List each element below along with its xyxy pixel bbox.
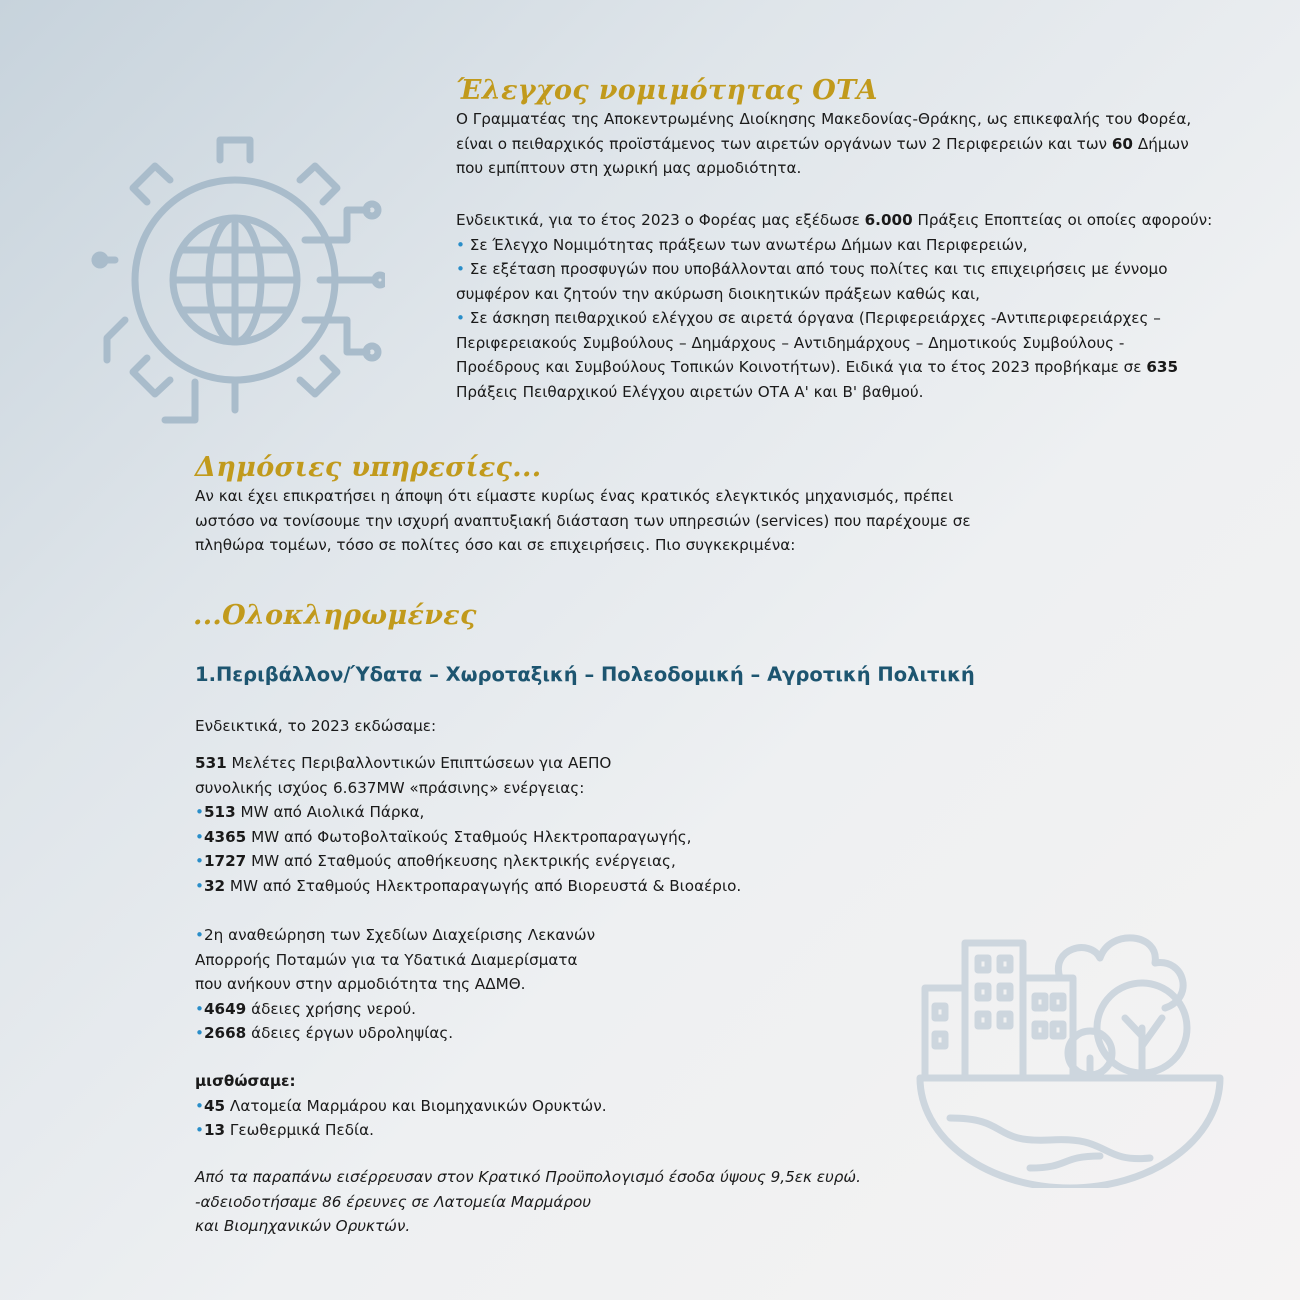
energy-item: •4365 MW από Φωτοβολταϊκούς Σταθμούς Ηλεκτροπαραγωγής, (195, 827, 692, 846)
ota-line-3: που εμπίπτουν στη χωρική μας αρμοδιότητα. (456, 159, 802, 177)
ota-line-1: Ο Γραμματέας της Αποκεντρωμένης Διοίκησης Μακεδονίας-Θράκης, ως επικεφαλής του Φορέα, (456, 110, 1192, 128)
energy-item: •32 MW από Σταθμούς Ηλεκτροπαραγωγής από Βιορευστά & Βιοαέριο. (195, 876, 742, 895)
ota-bullet-3b: Περιφερειακούς Συμβούλους – Δημάρχους – Αντιδημάρχους – Δημοτικούς Συμβούλους - (456, 333, 1125, 352)
ota-paragraph-2 (456, 208, 1212, 404)
ota-bullet-3a: • Σε άσκηση πειθαρχικού ελέγχου σε αιρετά όργανα (Περιφερειάρχες -Αντιπεριφερειάρχες – (456, 309, 1161, 327)
energy-item: •513 MW από Αιολικά Πάρκα, (195, 803, 425, 821)
city-island-icon (910, 918, 1230, 1188)
section-title-completed: ...Ολοκληρωμένες (193, 600, 477, 631)
energy-item: •1727 MW από Σταθμούς αποθήκευσης ηλεκτρικής ενέργειας, (195, 852, 676, 870)
ota-supervision-line: Ενδεικτικά, για το έτος 2023 ο Φορέας μας εξέδωσε 6.000 Πράξεις Εποπτείας οι οποίες αφορούν: (456, 211, 1213, 229)
water-item: •4649 άδειες χρήσης νερού. (195, 999, 416, 1018)
supervision-acts-count: 6.000 (864, 211, 913, 229)
leased-item: •13 Γεωθερμικά Πεδία. (195, 1121, 374, 1139)
ota-bullet-2a: • Σε εξέταση προσφυγών που υποβάλλονται από τους πολίτες και τις επιχειρήσεις με έννομο (456, 260, 1168, 278)
ota-bullet-2b: συμφέρον και ζητούν την ακύρωση διοικητικών πράξεων καθώς και, (456, 284, 981, 303)
public-services-paragraph: Αν και έχει επικρατήσει η άποψη ότι είμαστε κυρίως ένας κρατικός ελεγκτικός μηχανισμός, πρέπει ωστόσο να τονίσουμε την ισχυρή αναπτυξιακή διάσταση των υπηρεσιών (services) που παρέχουμε σε πληθώρα τομέων, τόσο σε πολίτες όσο και σε επιχειρήσεις. Πιο συγκεκριμένα: (195, 487, 971, 554)
environment-studies: 531 Μελέτες Περιβαλλοντικών Επιπτώσεων για ΑΕΠΟ συνολικής ισχύος 6.637MW «πράσινης» ενέργειας: •513 MW από Αιολικά Πάρκα, •4365 MW από Φωτοβολταϊκούς Σταθμούς Ηλεκτροπαραγωγής, •1727 MW από Σταθμούς αποθήκευσης ηλεκτρικής ενέργειας, •32 MW από Σταθμούς Ηλεκτροπαραγωγής από Βιορευστά & Βιοαέριο. (195, 751, 741, 898)
water-item: •2668 άδειες έργων υδροληψίας. (195, 1024, 454, 1042)
water-section: •2η αναθεώρηση των Σχεδίων Διαχείρισης Λεκανών Απορροής Ποταμών για τα Υδατικά Διαμερίσματα που ανήκουν στην αρμοδιότητα της ΑΔΜΘ. •4649 άδειες χρήσης νερού. •2668 άδειες έργων υδροληψίας. (195, 923, 595, 1046)
bullet-dot: • (456, 235, 465, 254)
section-title-public-services: Δημόσιες υπηρεσίες... (195, 452, 542, 483)
leased-section (195, 1069, 607, 1143)
section-title-ota: Έλεγχος νομιμότητας ΟΤΑ (456, 75, 878, 106)
municipalities-count: 60 (1111, 134, 1133, 153)
leased-label: μισθώσαμε: (195, 1072, 296, 1090)
studies-count: 531 (195, 754, 227, 772)
environment-intro: Ενδεικτικά, το 2023 εκδώσαμε: (195, 717, 437, 735)
ota-bullet-3d: Πράξεις Πειθαρχικού Ελέγχου αιρετών ΟΤΑ Α' και Β' βαθμού. (456, 382, 924, 401)
ota-bullet-1: • Σε Έλεγχο Νομιμότητας πράξεων των ανωτέρω Δήμων και Περιφερειών, (456, 235, 1028, 254)
ota-paragraph-1 (456, 107, 1191, 181)
closing-notes: Από τα παραπάνω εισέρρευσαν στον Κρατικό Προϋπολογισμό έσοδα ύψους 9,5εκ ευρώ. -αδειοδοτήσαμε 86 έρευνες σε Λατομεία Μαρμάρου και Βιομηχανικών Ορυκτών. (195, 1168, 861, 1235)
gear-globe-circuit-icon (85, 120, 385, 440)
ota-line-2: είναι ο πειθαρχικός προϊστάμενος των αιρετών οργάνων των 2 Περιφερειών και των 60 Δήμων (456, 134, 1189, 153)
ota-bullet-3c: Προέδρους και Συμβούλους Τοπικών Κοινοτήτων). Ειδικά για το έτος 2023 προβήκαμε σε 635 (456, 358, 1179, 376)
leased-item: •45 Λατομεία Μαρμάρου και Βιομηχανικών Ορυκτών. (195, 1096, 607, 1115)
bullet-dot: • (456, 309, 465, 327)
disciplinary-acts-count: 635 (1146, 358, 1179, 376)
subsection-environment: 1.Περιβάλλον/Ύδατα – Χωροταξική – Πολεοδομική – Αγροτική Πολιτική (195, 663, 975, 686)
bullet-dot: • (456, 260, 465, 278)
